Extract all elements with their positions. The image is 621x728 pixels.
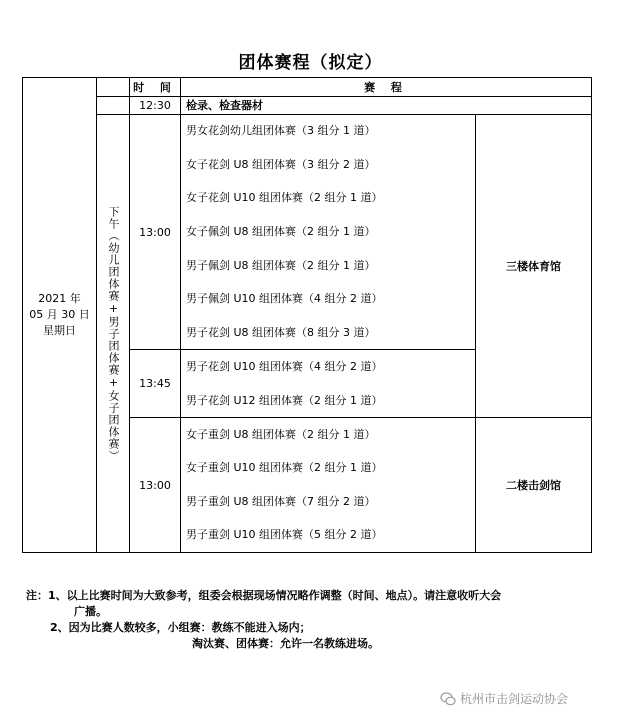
event-item: 男女花剑幼儿组团体赛（3 组分 1 道） bbox=[186, 124, 376, 137]
afternoon-session-cell bbox=[96, 114, 130, 553]
schedule-table bbox=[22, 77, 592, 553]
watermark bbox=[440, 690, 568, 707]
time-slot-3: 13:00 bbox=[129, 417, 181, 553]
event-item: 女子佩剑 U8 组团体赛（2 组分 1 道） bbox=[186, 225, 376, 238]
event-item: 男子重剑 U8 组团体赛（7 组分 2 道） bbox=[186, 495, 376, 508]
afternoon-session-label: 下午（幼儿团体赛+男子团体赛+女子团体赛） bbox=[107, 205, 120, 462]
wechat-icon bbox=[440, 691, 456, 707]
event-item: 男子花剑 U12 组团体赛（2 组分 1 道） bbox=[186, 394, 383, 407]
event-item: 男子花剑 U8 组团体赛（8 组分 3 道） bbox=[186, 326, 376, 339]
time-column-header: 时 间 bbox=[129, 77, 181, 97]
date-weekday: 星期日 bbox=[42, 324, 76, 337]
event-item: 男子重剑 U10 组团体赛（5 组分 2 道） bbox=[186, 528, 383, 541]
event-item: 女子重剑 U8 组团体赛（2 组分 1 道） bbox=[186, 428, 376, 441]
time-slot-2: 13:45 bbox=[129, 349, 181, 418]
event-item: 男子花剑 U10 组团体赛（4 组分 2 道） bbox=[186, 360, 383, 373]
venue-cell-1: 三楼体育馆 bbox=[475, 114, 592, 418]
date-year: 2021 年 bbox=[38, 292, 81, 305]
note-2-line-1: 2、因为比赛人数较多，小组赛：教练不能进入场内； bbox=[50, 621, 311, 634]
event-item: 女子花剑 U10 组团体赛（2 组分 1 道） bbox=[186, 191, 383, 204]
venue-cell-2: 二楼击剑馆 bbox=[475, 417, 592, 553]
event-item: 男子佩剑 U8 组团体赛（2 组分 1 道） bbox=[186, 259, 376, 272]
time-slot-1: 13:00 bbox=[129, 114, 181, 350]
note-1-line-2: 广播。 bbox=[74, 605, 107, 618]
date-day: 05 月 30 日 bbox=[29, 308, 90, 321]
date-cell bbox=[22, 77, 97, 553]
checkin-time: 12:30 bbox=[129, 96, 181, 115]
events-block-3 bbox=[180, 417, 476, 553]
notes-section bbox=[26, 588, 596, 652]
schedule-column-header: 赛 程 bbox=[180, 77, 592, 97]
events-block-1 bbox=[180, 114, 476, 350]
watermark-text: 杭州市击剑运动协会 bbox=[460, 692, 569, 706]
event-item: 女子重剑 U10 组团体赛（2 组分 1 道） bbox=[186, 461, 383, 474]
event-item: 女子花剑 U8 组团体赛（3 组分 2 道） bbox=[186, 158, 376, 171]
note-1-line-1: 注：1、以上比赛时间为大致参考，组委会根据现场情况略作调整（时间、地点）。请注意收听大会 bbox=[26, 589, 502, 602]
note-2-line-2: 淘汰赛、团体赛：允许一名教练进场。 bbox=[192, 637, 379, 650]
period-column-header bbox=[96, 77, 130, 97]
events-block-2 bbox=[180, 349, 476, 418]
checkin-period-cell bbox=[96, 96, 130, 115]
page-title: 团体赛程（拟定） bbox=[238, 53, 383, 73]
event-item: 男子佩剑 U10 组团体赛（4 组分 2 道） bbox=[186, 292, 383, 305]
checkin-text: 检录、检查器材 bbox=[180, 96, 592, 115]
